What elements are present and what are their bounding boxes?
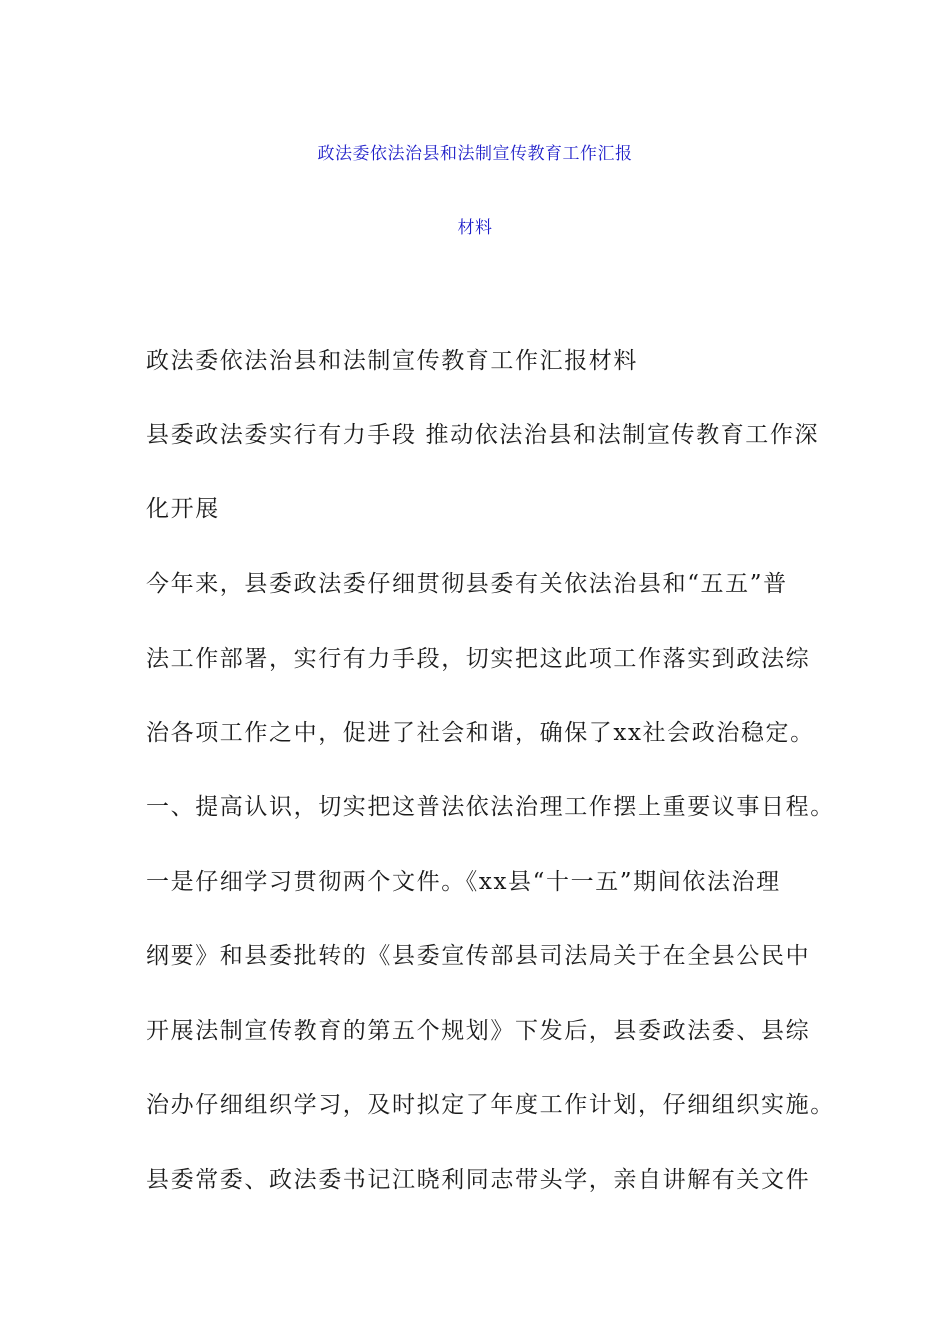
document-title-line-2: 材料 [457, 218, 493, 238]
body-text-line: 今年来，县委政法委仔细贯彻县委有关依法治县和“五五”普 [146, 571, 788, 597]
body-text-line: 一、提高认识，切实把这普法依法治理工作摆上重要议事日程。 [146, 794, 835, 820]
body-text-line: 政法委依法治县和法制宣传教育工作汇报材料 [146, 348, 638, 374]
body-text-line: 县委常委、政法委书记江晓利同志带头学，亲自讲解有关文件 [146, 1167, 811, 1193]
body-text-line: 开展法制宣传教育的第五个规划》下发后，县委政法委、县综 [146, 1018, 811, 1044]
body-text-line: 县委政法委实行有力手段 推动依法治县和法制宣传教育工作深 [146, 422, 820, 448]
document-title-line-1: 政法委依法治县和法制宣传教育工作汇报 [317, 144, 633, 164]
body-text-line: 化开展 [146, 496, 220, 522]
body-text-line: 治办仔细组织学习，及时拟定了年度工作计划，仔细组织实施。 [146, 1092, 835, 1118]
body-text-line: 一是仔细学习贯彻两个文件。《xx县“十一五”期间依法治理 [146, 869, 781, 895]
body-text-line: 法工作部署，实行有力手段，切实把这此项工作落实到政法综 [146, 646, 811, 672]
body-text-line: 纲要》和县委批转的《县委宣传部县司法局关于在全县公民中 [146, 943, 811, 969]
body-text-line: 治各项工作之中，促进了社会和谐，确保了xx社会政治稳定。 [146, 720, 815, 746]
